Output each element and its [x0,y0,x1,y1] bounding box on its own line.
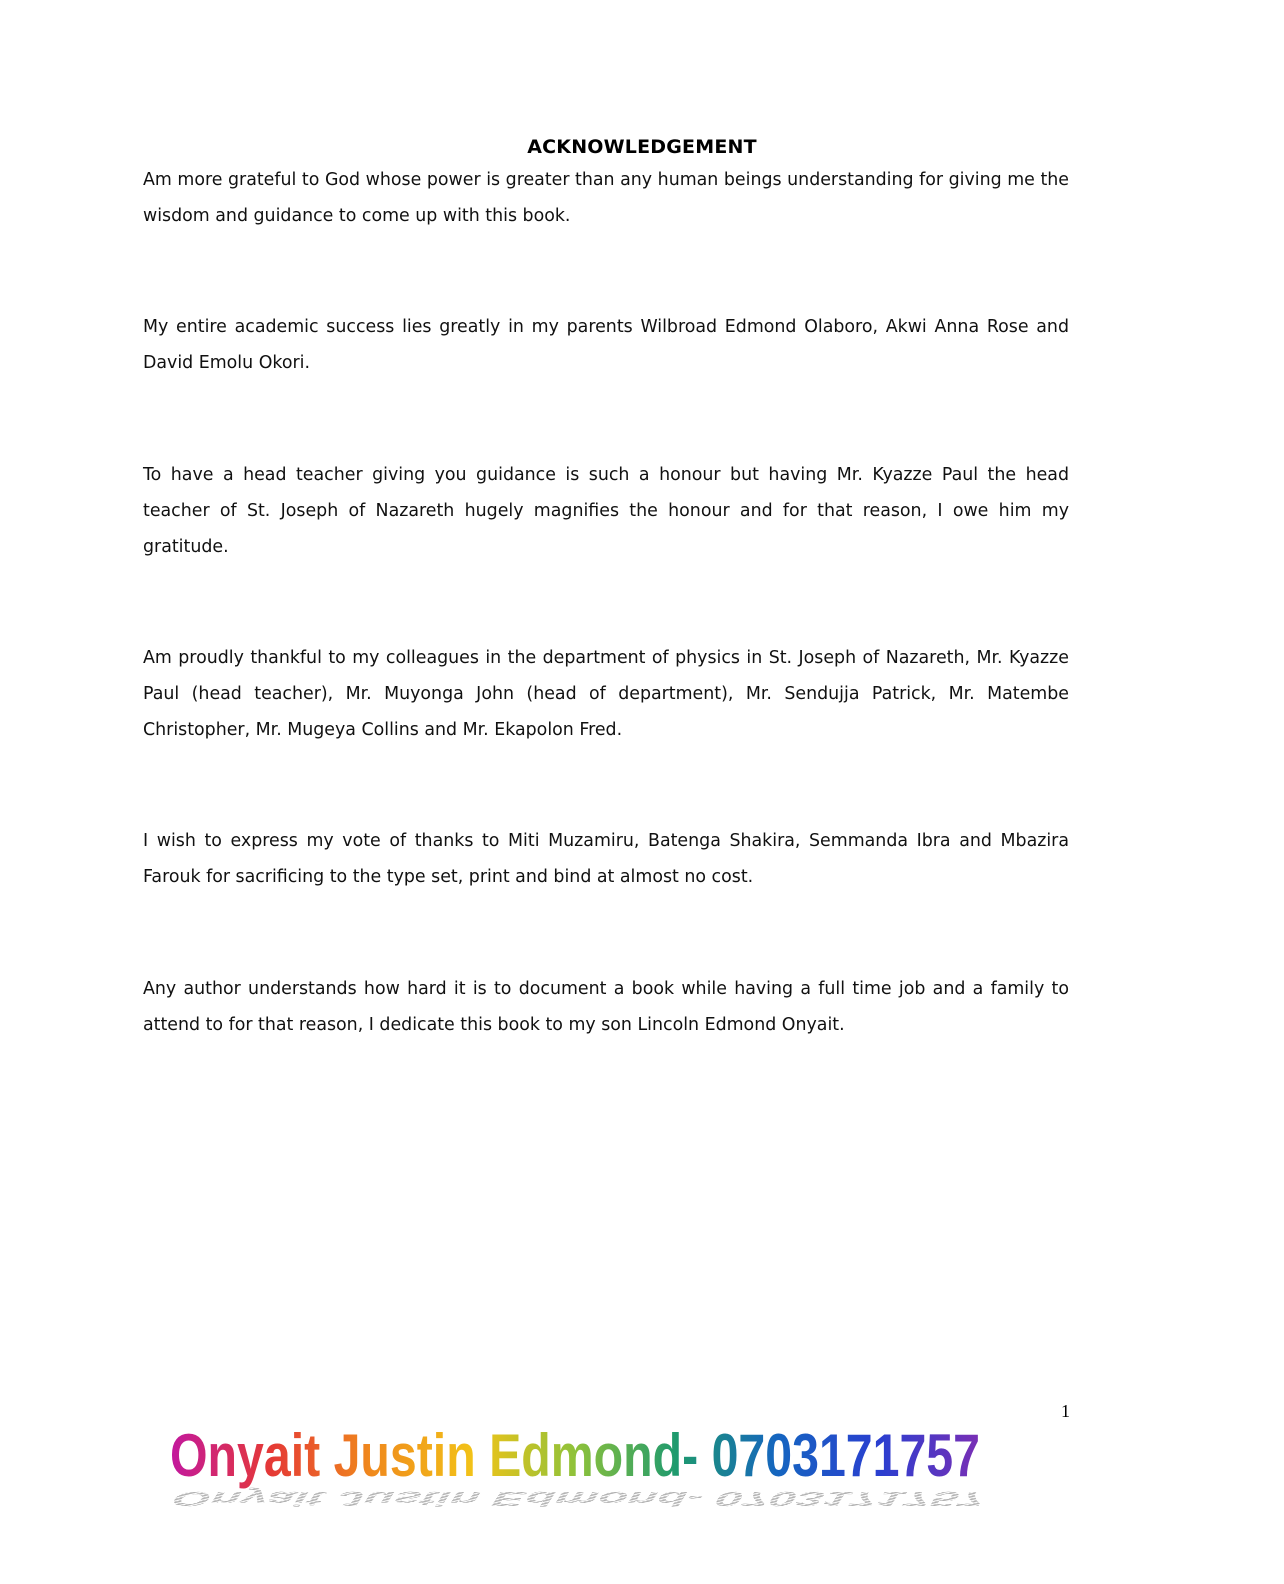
wordart-text: Onyait Justin Edmond- 0703171757 [170,1422,980,1489]
footer-wordart-banner [140,1418,1187,1511]
paragraph-typesetters: I wish to express my vote of thanks to Miti Muzamiru, Batenga Shakira, Semmanda Ibra and Mbazira Farouk for sacrificing to the type set, print and bind at almost no cost. [143,831,1069,887]
wordart-shadow [165,1487,1187,1511]
paragraph-gratitude-god: Am more grateful to God whose power is greater than any human beings understanding for giving me the wisdom and guidance to come up with this book. [143,170,1069,226]
wordart-shadow-text: Onyait Justin Edmond- 0703171757 [165,1487,1187,1511]
paragraph-colleagues: Am proudly thankful to my colleagues in the department of physics in St. Joseph of Nazareth, Mr. Kyazze Paul (head teacher), Mr. Muyonga John (head of department), Mr. Sendujja Patrick, Mr. Matembe Christopher, Mr. Mugeya Collins and Mr. Ekapolon Fred. [143,648,1069,740]
paragraph-parents: My entire academic success lies greatly in my parents Wilbroad Edmond Olaboro, Akwi Anna Rose and David Emolu Okori. [143,317,1069,373]
page-title: ACKNOWLEDGEMENT [527,136,757,158]
page-number: 1 [1061,1401,1070,1421]
wordart-svg [140,1418,1187,1511]
paragraph-head-teacher: To have a head teacher giving you guidance is such a honour but having Mr. Kyazze Paul the head teacher of St. Joseph of Nazareth hugely magnifies the honour and for that reason, I owe him my gratitude. [143,465,1069,557]
paragraph-dedication: Any author understands how hard it is to document a book while having a full time job and a family to attend to for that reason, I dedicate this book to my son Lincoln Edmond Onyait. [143,979,1069,1035]
